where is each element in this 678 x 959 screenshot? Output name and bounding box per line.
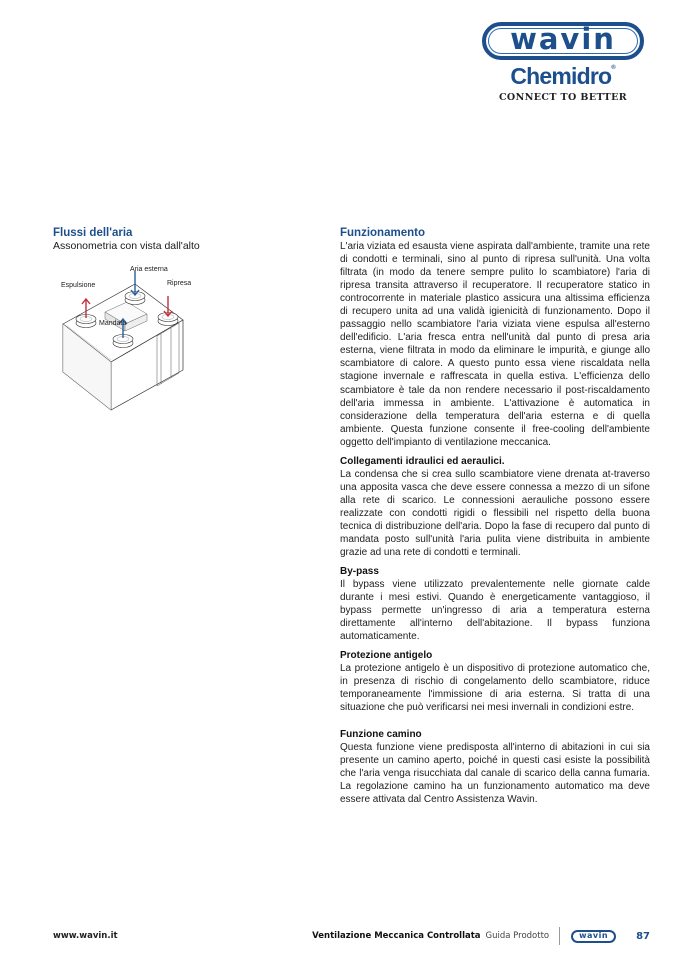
brand-tagline: CONNECT TO BETTER [498,92,628,103]
section-body: L'aria viziata ed esausta viene aspirata dall'ambiente, tramite una rete di condotti e terminali, sino al punto di ripresa sull'unità. Una volta filtrata (in modo da tenere sempre pulito lo scambiatore) l'aria di ripresa transita attraverso il recuperatore. Il recuperatore statico in controcorrente in materiale plastico assicura una altissima efficienza di recupero unita ad una validà igienicità di funzionamento. Dopo il passaggio nello scambiatore l'aria viziata viene espulsa all'esterno dell'edificio. L'aria fresca entra nell'unità dal punto di presa aria esterna, viene filtrata in modo da eliminare le impurità, e giunge allo scambiatore di calore. A questo punto essa viene riscaldata nella stagione invernale e raffrescata in quella estiva. L'efficienza dello scambiatore è tale da non rendere necessario il post-riscaldamento dell'aria immessa in ambiente. L'attivazione è automatica in considerazione della temperatura dell'aria esterna e di quella ambiente. Questa funzione consente il free-cooling dell'ambiente oggetto dell'impianto di ventilazione meccanica. [340,241,650,448]
section-body: La condensa che si crea sullo scambiatore viene drenata at-traverso una apposita vasca che deve essere connessa a mezzo di un sifone alla rete di scarico. Le connessioni aerauliche possono essere realizzate con condotti rigidi o flessibili nel rispetto della buona tecnica di distribuzione dell'aria. Dopo la fase di recupero dal punto di mandata posto sull'unità l'aria pulita viene distribuita in ambiente grazie ad una rete di condotti e terminali. [340,468,650,559]
section-title: By-pass [340,566,379,578]
section-title: Funzione camino [340,728,422,740]
label-aria-esterna: Aria esterna [130,266,168,273]
brand-logo [478,22,648,103]
inflow-arrow-icon [131,271,139,295]
label-ripresa: Ripresa [167,280,192,287]
section-collegamenti [340,455,650,559]
wavin-logo [482,22,644,60]
section-title: Protezione antigelo [340,650,433,662]
page-number: 87 [636,930,650,942]
air-flow-subtitle: Assonometria con vista dall'alto [53,240,200,252]
label-mandata: Mandata [99,320,127,327]
chemidro-logo [478,65,648,88]
section-body: La protezione antigelo è un dispositivo di protezione automatico che, in presenza di rischio di congelamento dello scambiatore, riduce temporaneamente l'immissione di aria esterna. Si tratta di una situazione che può verificarsi nei mesi invernali in condizioni estre. [340,663,650,714]
footer-divider [559,927,560,945]
air-flow-title: Flussi dell'aria [53,227,133,239]
description-column [340,227,650,812]
section-body: Questa funzione viene predisposta all'interno di abitazioni in cui sia presente un camino aperto, poiché in questi casi esiste la possibilità che l'aria venga risucchiata dal canale di scarico della canna fumaria. La regolazione camino ha un funzionamento automatico ma deve essere attivata dal Centro Assistenza Wavin. [340,741,650,805]
label-espulsione: Espulsione [61,282,96,289]
wavin-wordmark: wavin [510,22,616,56]
section-title: Collegamenti idraulici ed aeraulici. [340,455,505,467]
section-bypass [340,565,650,643]
registered-mark: ® [611,65,616,71]
section-body: Il bypass viene utilizzato prevalentemente nelle giornate calde durante i mesi estivi. Quando è energeticamente vantaggioso, il bypass permette un'ingresso di aria a temperatura esterna direttamente all'interno dell'abitazione. Il bypass funziona automaticamente. [340,579,650,643]
footer-wavin-logo: wavin [571,930,616,943]
air-flow-section [53,227,283,253]
section-funzionamento [340,227,650,449]
chemidro-wordmark: Chemidro [510,63,612,89]
return-arrow-icon [164,296,172,316]
footer-document-title: Ventilazione Meccanica Controllata [312,931,481,941]
footer-info [312,926,650,946]
footer-website-link[interactable]: www.wavin.it [53,931,118,941]
section-title: Funzionamento [340,227,425,239]
footer-document-type: Guida Prodotto [485,931,550,941]
section-antigelo [340,649,650,714]
air-flow-diagram [53,262,213,412]
section-camino [340,728,650,806]
